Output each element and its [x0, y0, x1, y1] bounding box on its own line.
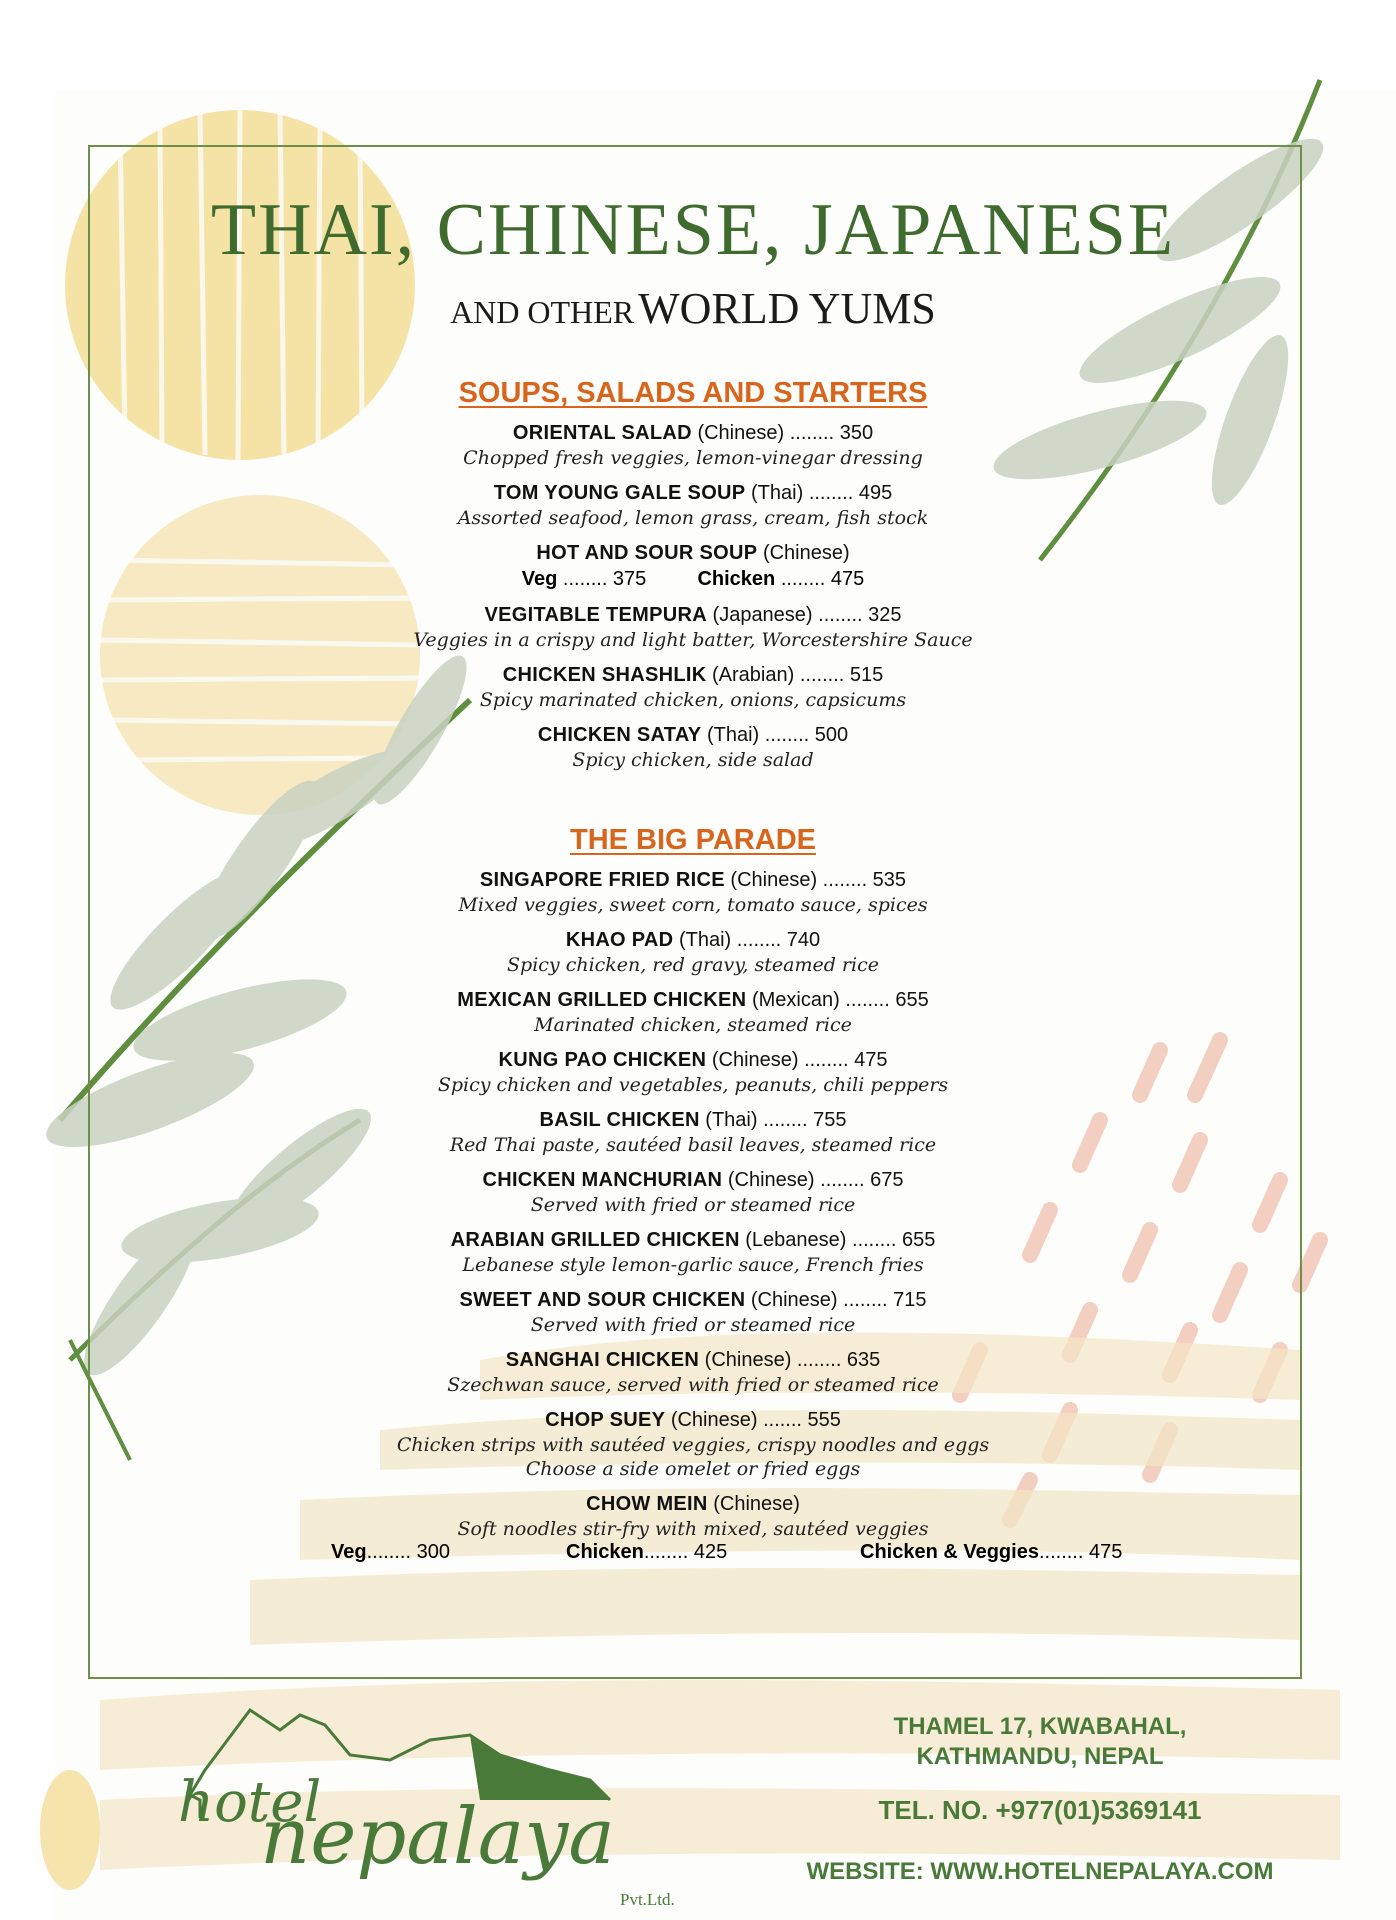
- item-price: ........ 635: [796, 1349, 881, 1371]
- menu-item: [88, 602, 1298, 652]
- menu-item: [88, 1491, 1298, 1569]
- menu-item: [88, 662, 1298, 712]
- menu-item: [88, 540, 1298, 592]
- menu-item: [88, 927, 1298, 977]
- item-cuisine: (Thai): [751, 482, 804, 504]
- item-price: ........ 655: [845, 989, 929, 1011]
- item-name: TOM YOUNG GALE SOUP: [493, 482, 746, 504]
- item-description: Served with fried or steamed rice: [530, 1194, 856, 1216]
- item-price: ........ 675: [820, 1169, 904, 1191]
- item-price: ........ 325: [818, 604, 902, 626]
- item-price: ........ 500: [764, 724, 849, 746]
- item-price: ........ 475: [780, 568, 865, 590]
- logo-text-nepalaya: nepalaya: [260, 1792, 615, 1882]
- item-name: CHICKEN MANCHURIAN: [482, 1169, 723, 1191]
- item-description: Spicy marinated chicken, onions, capsicums: [479, 689, 907, 711]
- logo-text-pvt: Pvt.Ltd.: [620, 1890, 675, 1909]
- item-cuisine: (Chinese): [670, 1409, 758, 1431]
- item-name: SINGAPORE FRIED RICE: [479, 869, 725, 891]
- item-description: Soft noodles stir-fry with mixed, sautéed veggies: [457, 1518, 929, 1540]
- item-cuisine: (Thai): [705, 1109, 758, 1131]
- item-name: CHICKEN SHASHLIK: [502, 664, 707, 686]
- item-description: Assorted seafood, lemon grass, cream, fish stock: [457, 507, 929, 529]
- item-name: SANGHAI CHICKEN: [505, 1349, 700, 1371]
- menu-item: [88, 1287, 1298, 1337]
- item-cuisine: (Thai): [678, 929, 732, 951]
- price-label: Chicken: [697, 568, 776, 590]
- item-price: ........ 475: [1038, 1541, 1123, 1563]
- subtitle-small: AND OTHER: [450, 294, 635, 330]
- menu-item: [88, 480, 1298, 530]
- item-price: ........ 655: [852, 1229, 936, 1251]
- item-cuisine: (Chinese): [762, 542, 850, 564]
- address-line: KATHMANDU, NEPAL: [916, 1743, 1164, 1770]
- section-heading: THE BIG PARADE: [570, 824, 816, 856]
- menu-item: [88, 420, 1298, 470]
- item-description: Szechwan sauce, served with fried or steamed rice: [447, 1374, 939, 1396]
- item-price-options: [88, 566, 1298, 592]
- item-name: ORIENTAL SALAD: [512, 422, 692, 444]
- item-name: CHICKEN SATAY: [537, 724, 702, 746]
- item-name: KUNG PAO CHICKEN: [498, 1049, 707, 1071]
- menu-item: [88, 1047, 1298, 1097]
- logo-text-hotel: hotel: [178, 1770, 322, 1835]
- item-cuisine: (Lebanese): [745, 1229, 847, 1251]
- item-name: VEGITABLE TEMPURA: [484, 604, 707, 626]
- item-description: Served with fried or steamed rice: [530, 1314, 856, 1336]
- item-cuisine: (Chinese): [711, 1049, 799, 1071]
- item-description: Chicken strips with sautéed veggies, crispy noodles and eggs: [396, 1434, 990, 1456]
- item-cuisine: (Mexican): [751, 989, 840, 1011]
- item-cuisine: (Chinese): [713, 1493, 800, 1515]
- subtitle-big: WORLD YUMS: [638, 284, 936, 333]
- menu-item: [88, 722, 1298, 772]
- hotel-address: [760, 1712, 1320, 1772]
- item-cuisine: (Chinese): [727, 1169, 815, 1191]
- item-description: Chopped fresh veggies, lemon-vinegar dressing: [463, 447, 923, 469]
- item-price: ........ 300: [366, 1541, 450, 1563]
- hotel-logo: [150, 1700, 710, 1910]
- hotel-phone: TEL. NO. +977(01)5369141: [878, 1795, 1202, 1825]
- item-price: ........ 350: [789, 422, 874, 444]
- item-cuisine: (Chinese): [750, 1289, 838, 1311]
- item-description-extra: Choose a side omelet or fried eggs: [525, 1458, 861, 1480]
- item-price: ........ 535: [822, 869, 907, 891]
- item-cuisine: (Japanese): [712, 604, 813, 626]
- item-description: Spicy chicken and vegetables, peanuts, chili peppers: [437, 1074, 949, 1096]
- menu-item: [88, 1167, 1298, 1217]
- item-description: Veggies in a crispy and light batter, Worcestershire Sauce: [413, 629, 973, 651]
- menu-item: [88, 1407, 1298, 1481]
- item-price: ....... 555: [763, 1409, 841, 1431]
- price-label: Veg: [521, 568, 558, 590]
- item-cuisine: (Chinese): [697, 422, 785, 444]
- item-price: ........ 425: [643, 1541, 728, 1563]
- item-name: BASIL CHICKEN: [539, 1109, 700, 1131]
- price-label: Veg: [331, 1541, 367, 1563]
- menu-item: [88, 1107, 1298, 1157]
- menu-item: [88, 987, 1298, 1037]
- address-line: THAMEL 17, KWABAHAL,: [893, 1713, 1187, 1740]
- item-name: ARABIAN GRILLED CHICKEN: [450, 1229, 740, 1251]
- menu-item: [88, 1347, 1298, 1397]
- item-cuisine: (Chinese): [730, 869, 818, 891]
- item-price: ........ 375: [562, 568, 647, 590]
- page-subtitle: [88, 284, 1298, 333]
- item-name: HOT AND SOUR SOUP: [536, 542, 758, 564]
- item-description: Spicy chicken, side salad: [572, 749, 814, 771]
- menu-item: [88, 1227, 1298, 1277]
- item-name: CHOP SUEY: [545, 1409, 666, 1431]
- item-price: ........ 755: [763, 1109, 847, 1131]
- item-cuisine: (Thai): [706, 724, 760, 746]
- price-label: Chicken & Veggies: [860, 1541, 1039, 1563]
- item-price: ........ 715: [843, 1289, 927, 1311]
- item-price: ........ 475: [804, 1049, 888, 1071]
- item-description: Marinated chicken, steamed rice: [534, 1014, 852, 1036]
- item-price: ........ 740: [736, 929, 821, 951]
- item-name: MEXICAN GRILLED CHICKEN: [457, 989, 747, 1011]
- item-price-options: [88, 1541, 1298, 1569]
- hotel-website: WEBSITE: WWW.HOTELNEPALAYA.COM: [806, 1858, 1274, 1885]
- section-heading: SOUPS, SALADS AND STARTERS: [458, 377, 928, 409]
- price-label: Chicken: [566, 1541, 644, 1563]
- item-name: SWEET AND SOUR CHICKEN: [459, 1289, 746, 1311]
- item-description: Lebanese style lemon-garlic sauce, French fries: [462, 1254, 924, 1276]
- item-name: KHAO PAD: [565, 929, 674, 951]
- item-description: Spicy chicken, red gravy, steamed rice: [507, 954, 879, 976]
- item-price: ........ 515: [799, 664, 884, 686]
- item-cuisine: (Chinese): [704, 1349, 792, 1371]
- item-description: Red Thai paste, sautéed basil leaves, steamed rice: [449, 1134, 937, 1156]
- item-description: Mixed veggies, sweet corn, tomato sauce, spices: [458, 894, 928, 916]
- menu-item: [88, 867, 1298, 917]
- menu-content: [88, 145, 1298, 1569]
- item-name: CHOW MEIN: [586, 1493, 708, 1515]
- item-price: ........ 495: [808, 482, 893, 504]
- item-cuisine: (Arabian): [712, 664, 795, 686]
- page-title: THAI, CHINESE, JAPANESE: [210, 189, 1176, 271]
